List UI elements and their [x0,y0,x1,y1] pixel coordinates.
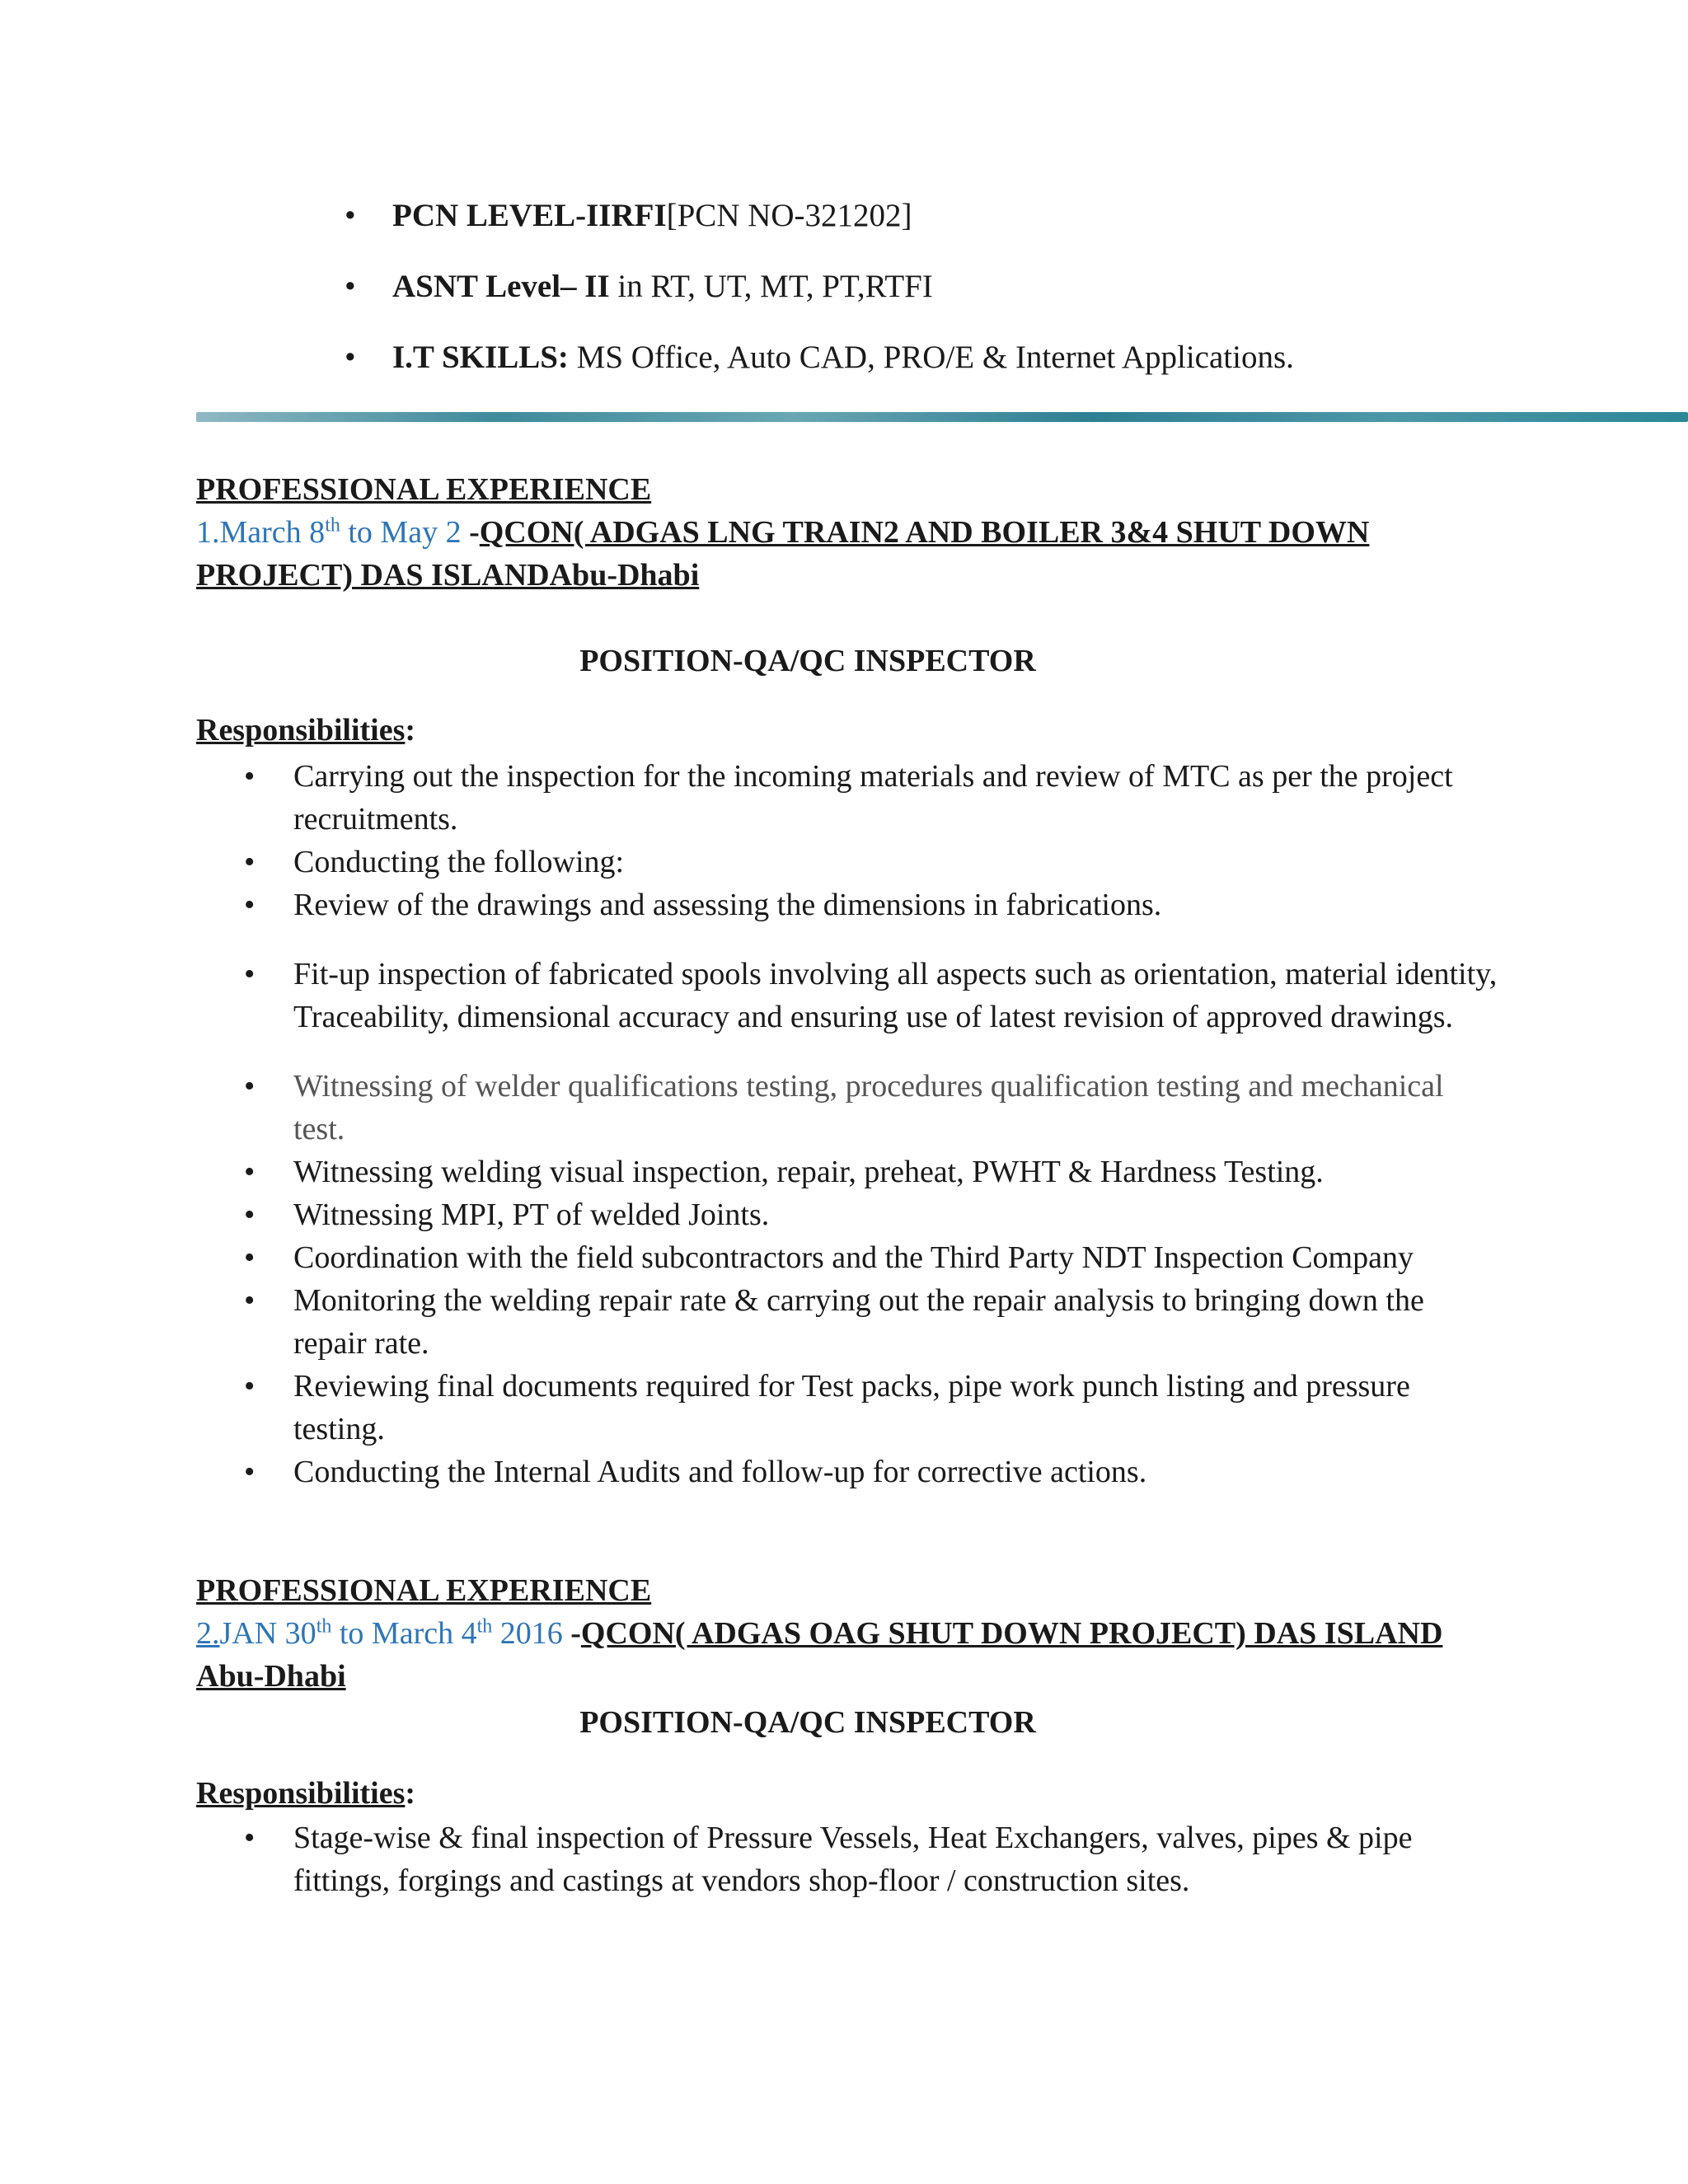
experience-date-start: March 8th [219,514,340,550]
position-title: POSITION-QA/QC INSPECTOR [579,1705,1036,1740]
experience-number: 1. [196,515,220,550]
list-item: • Monitoring the welding repair rate & carrying out the repair analysis to bringing down the repair rate. [244,1283,1424,1361]
list-item: • Witnessing MPI, PT of welded Joints. [244,1197,770,1232]
responsibilities-list [196,1816,1498,1902]
responsibilities-heading: Responsibilities: [196,1776,416,1811]
bullet: • [345,340,356,375]
experience-heading: PROFESSIONAL EXPERIENCE [196,472,652,507]
skill-item [345,333,1581,404]
list-item: • Witnessing welding visual inspection, repair, preheat, PWHT & Hardness Testing. [244,1155,1324,1189]
list-item: • Stage-wise & final inspection of Pressure Vessels, Heat Exchangers, valves, pipes & pipe fittings, forgings and castings at vendors shop-floor / construction sites. [244,1821,1413,1898]
project-name: QCON( ADGAS OAG SHUT DOWN PROJECT) DAS ISLAND Abu-Dhabi [196,1616,1443,1694]
bullet: • [345,269,356,304]
experience-heading: PROFESSIONAL EXPERIENCE [196,1573,652,1608]
dash: - [469,515,480,550]
list-item: • Fit-up inspection of fabricated spools involving all aspects such as orientation, material identity, Traceability, dimensional accuracy and ensuring use of latest revision of approved drawings. [244,957,1498,1034]
list-item: • Conducting the following: [244,845,625,879]
position-title: POSITION-QA/QC INSPECTOR [579,644,1036,678]
list-item: • Reviewing final documents required for Test packs, pipe work punch listing and pressure testing. [244,1369,1410,1446]
bullet: • [345,198,356,233]
skill-detail: MS Office, Auto CAD, PRO/E & Internet Applications. [568,340,1294,375]
dash: - [570,1616,581,1651]
skill-item [345,191,1581,262]
list-item: • Carrying out the inspection for the incoming materials and review of MTC as per the project recruitments. [244,759,1453,837]
list-item: • Review of the drawings and assessing the dimensions in fabrications. [244,888,1162,922]
list-item: • Witnessing of welder qualifications testing, procedures qualification testing and mechanical test. [244,1069,1444,1146]
responsibilities-heading: Responsibilities: [196,713,416,748]
experience-date-start: JAN 30th [219,1615,332,1651]
skill-title: I.T SKILLS: [392,340,569,375]
list-item: • Coordination with the field subcontractors and the Third Party NDT Inspection Company [244,1240,1414,1275]
experience-title [196,511,1498,597]
experience-date-end: to March 4th 2016 [331,1615,571,1651]
list-item: • Conducting the Internal Audits and follow-up for corrective actions. [244,1455,1147,1489]
experience-title [196,1612,1498,1698]
experience-number: 2. [196,1616,220,1651]
responsibilities-list [196,755,1498,1493]
skill-title: ASNT Level– II [392,269,610,304]
skill-detail: [PCN NO-321202] [666,198,912,233]
skill-detail: in RT, UT, MT, PT,RTFI [609,269,933,304]
skills-list [345,191,1581,404]
skill-title: PCN LEVEL-IIRFI [392,198,667,233]
section-divider [196,412,1688,422]
skill-item [345,262,1581,333]
project-name: QCON( ADGAS LNG TRAIN2 AND BOILER 3&4 SHUT DOWN PROJECT) DAS ISLANDAbu-Dhabi [196,515,1370,593]
experience-date-end: to May 2 [340,515,470,550]
